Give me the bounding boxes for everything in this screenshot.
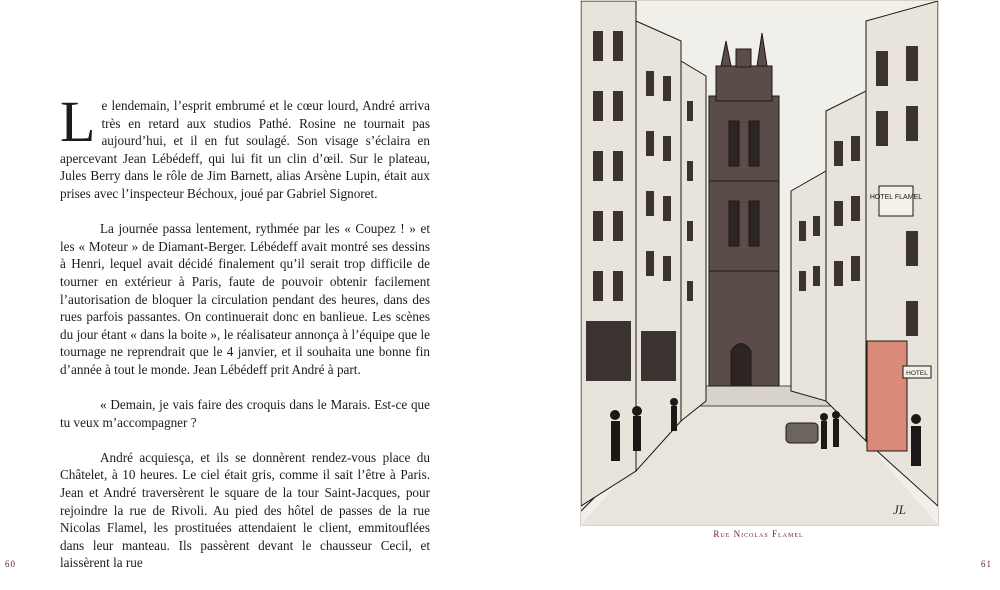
paragraph-2: La journée passa lentement, rythmée par les « Coupez ! » et les « Moteur » de Diamant-Berger. Lébédeff avait montré ses dessins à Henri, lequel avait décidé finalement qu’il serait trop difficile de tourner en extérieur à Paris, faute de pouvoir obtenir facilement l’autorisation de bloquer la circulation pendant des heures, dans des rues parfois passantes. On continuerait donc en banlieue. Les scènes du jour étant « dans la boite », le réalisateur annonça à l’équipe que le tournage ne reprendrait que le 4 janvier, et il souhaita une bonne fin d’année à tout le monde. Jean Lébédeff prit André à part.	[60, 221, 430, 377]
page-number-left: 60	[5, 559, 16, 569]
page-number-right: 61	[981, 559, 992, 569]
paragraph-3: « Demain, je vais faire des croquis dans le Marais. Est-ce que tu veux m’accompagner ?	[60, 397, 430, 430]
street-illustration	[580, 0, 939, 526]
hotel-flamel-sign-text: HOTEL FLAMEL	[869, 194, 923, 201]
body-text	[60, 89, 430, 590]
right-page	[500, 0, 1000, 575]
car	[786, 423, 818, 443]
left-page	[0, 0, 500, 575]
tower	[709, 33, 779, 386]
street-drawing	[581, 1, 938, 525]
drop-cap: L	[60, 89, 96, 154]
paragraph-1-text: e lendemain, l’esprit embrumé et le cœur lourd, André arriva très en retard aux studios Pathé. Rosine ne tournait pas aujourd’hui, et il en fut soulagé. Son visage s’éclaira en apercevant Jean Lébédeff, qui lui fit un clin d’œil. Sur le plateau, Jules Berry dans le rôle de Jim Barnett, alias Arsène Lupin, était aux prises avec l’inspecteur Béchoux, joué par Gabriel Signoret.	[60, 98, 430, 201]
illustration-caption: Rue Nicolas Flamel	[713, 529, 804, 539]
hotel-sign-text: HOTEL	[906, 370, 928, 377]
artist-signature: JL	[893, 502, 906, 517]
paragraph-1	[60, 89, 430, 203]
hotel-sign	[903, 366, 931, 378]
paragraph-4: André acquiesça, et ils se donnèrent rendez-vous place du Châtelet, à 10 heures. Le ciel était gris, comme il sait l’être à Paris. Jean et André traversèrent le square de la tour Saint-Jacques, pour rejoindre la rue de Rivoli. Au pied des hôtel de passes de la rue Nicolas Flamel, les prostituées attendaient le client, emmitouflées dans leur manteau. Ils passèrent devant le chausseur Cecil, et laissèrent la rue	[60, 449, 430, 571]
